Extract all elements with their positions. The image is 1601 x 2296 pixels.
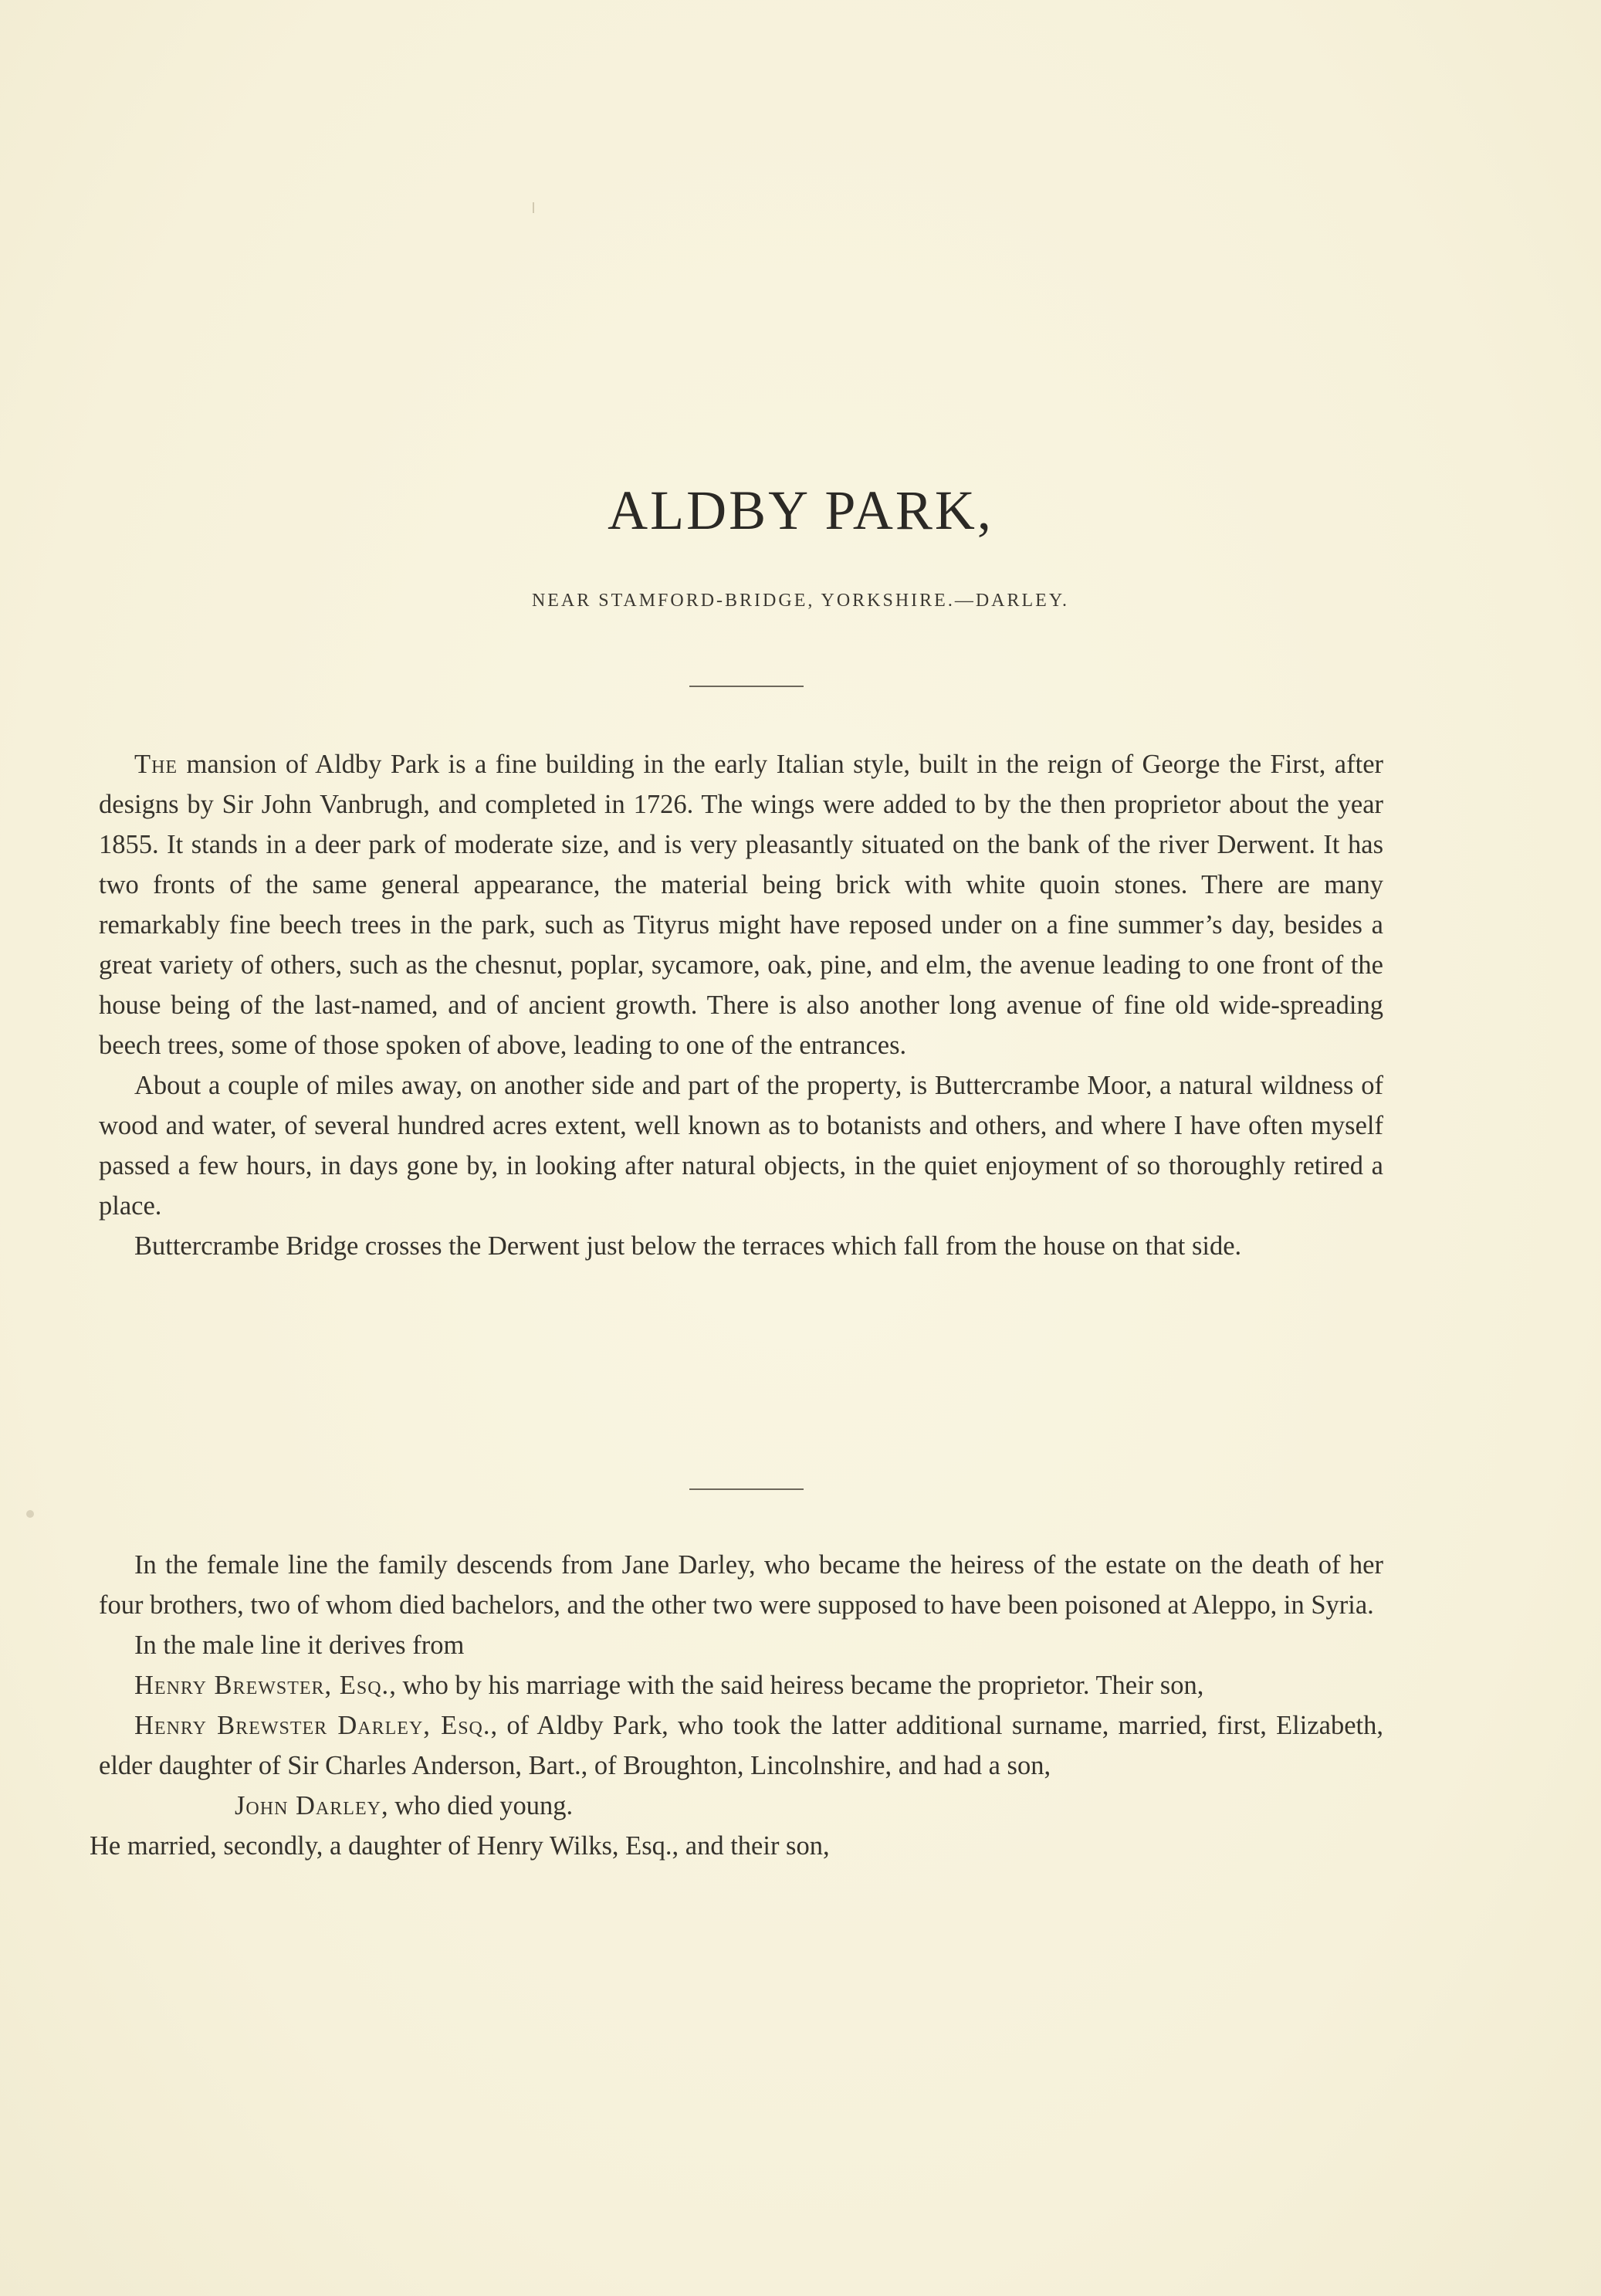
person-name: Henry Brewster, Esq. (134, 1671, 390, 1700)
paragraph-male-line: In the male line it derives from (134, 1631, 465, 1660)
paragraph-second-marriage: He married, secondly, a daughter of Henry Wilks, Esq., and their son, (90, 1831, 830, 1861)
description-section (99, 744, 1383, 1266)
paragraph-text: , who by his marriage with the said heiress became the proprietor. Their son, (389, 1671, 1204, 1700)
paper-spot (26, 1510, 34, 1518)
paragraph-henry-brewster (99, 1665, 1383, 1705)
paragraph-text: , of Aldby Park, who took the latter additional surname, married, first, Elizabeth, elder daughter of Sir Charles Anderson, Bart., of Broughton, Lincolnshire, and had a son, (99, 1711, 1383, 1780)
section-divider (689, 686, 804, 687)
genealogy-section (90, 1545, 1383, 1866)
page-title: ALDBY PARK, (608, 479, 993, 541)
paragraph-mansion (99, 744, 1383, 1065)
print-mark (533, 202, 534, 213)
paragraph-lead-word: The (134, 750, 178, 779)
page-subtitle: NEAR STAMFORD-BRIDGE, YORKSHIRE.—DARLEY. (531, 591, 1070, 611)
paragraph-john-darley (99, 1786, 1383, 1826)
person-name: John Darley (235, 1791, 381, 1820)
paragraph-text: mansion of Aldby Park is a fine building in the early Italian style, built in the reign of George the First, after designs by Sir John Vanbrugh, and completed in 1726. The wings were added to by the then proprietor about the year 1855. It stands in a deer park of moderate size, and is very pleasantly situated on the bank of the river Derwent. It has two fronts of the same general appearance, the material being brick with white quoin stones. There are many remarkably fine beech trees in the park, such as Tityrus might have reposed under on a fine summer’s day, besides a great variety of others, such as the chesnut, poplar, sycamore, oak, pine, and elm, the avenue leading to one front of the house being of the last-named, and of ancient growth. There is also another long avenue of fine old wide-spreading beech trees, some of those spoken of above, leading to one of the entrances. (99, 750, 1383, 1060)
paragraph-henry-brewster-darley (99, 1705, 1383, 1786)
person-name: Henry Brewster Darley, Esq. (134, 1711, 491, 1740)
section-divider (689, 1488, 804, 1490)
paragraph-bridge: Buttercrambe Bridge crosses the Derwent just below the terraces which fall from the house on that side. (134, 1231, 1242, 1261)
paragraph-text: , who died young. (381, 1791, 574, 1820)
paragraph-female-line: In the female line the family descends from Jane Darley, who became the heiress of the estate on the death of her four brothers, two of whom died bachelors, and the other two were supposed to have been poisoned at Aleppo, in Syria. (99, 1550, 1383, 1620)
paragraph-moor: About a couple of miles away, on another side and part of the property, is Buttercrambe Moor, a natural wildness of wood and water, of several hundred acres extent, well known as to botanists and others, and where I have often myself passed a few hours, in days gone by, in looking after natural objects, in the quiet enjoyment of so thoroughly retired a place. (99, 1071, 1383, 1221)
